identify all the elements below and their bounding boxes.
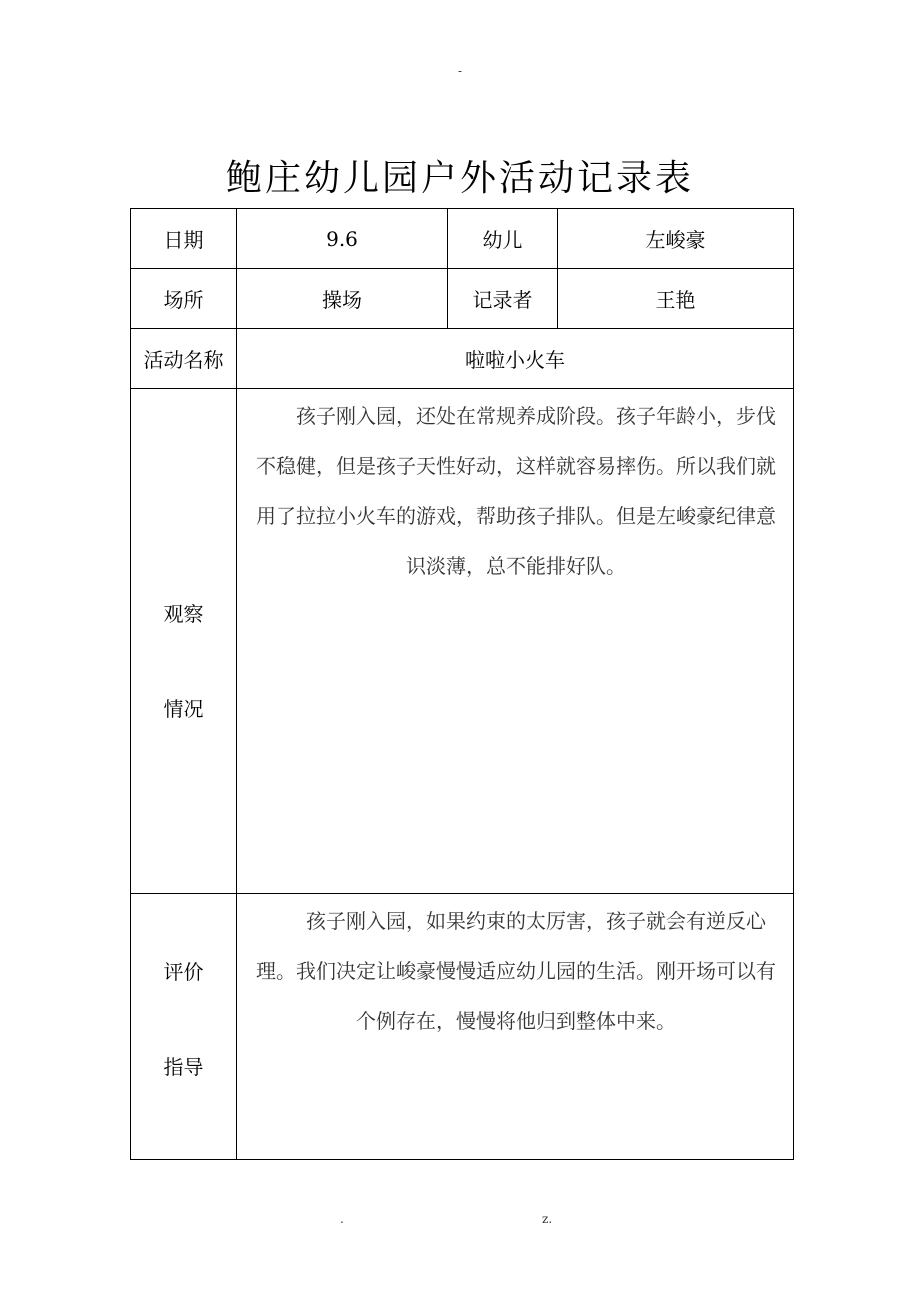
child-value: 左峻豪 [558, 209, 794, 269]
place-label: 场所 [131, 269, 237, 329]
place-value: 操场 [237, 269, 448, 329]
observation-row [131, 389, 794, 894]
date-value: 9.6 [237, 209, 448, 269]
activity-record-table [130, 208, 794, 1160]
evaluation-text-cell [237, 894, 794, 1160]
evaluation-label-line1: 评价 [163, 959, 204, 984]
evaluation-text: 孩子刚入园，如果约束的太厉害，孩子就会有逆反心理。我们决定让峻豪慢慢适应幼儿园的生活。刚开场可以有个例存在，慢慢将他归到整体中来。 [256, 909, 776, 1033]
evaluation-label [131, 894, 237, 1160]
activity-label: 活动名称 [131, 329, 237, 389]
observation-label-line2: 情况 [163, 697, 204, 721]
footer-right-mark: z. [542, 1212, 553, 1226]
footer-left-mark: . [340, 1212, 344, 1226]
observation-label [131, 389, 237, 894]
observation-label-line1: 观察 [163, 602, 204, 626]
date-label: 日期 [131, 209, 237, 269]
activity-value: 啦啦小火车 [237, 329, 794, 389]
evaluation-label-line2: 指导 [163, 1054, 204, 1079]
recorder-label: 记录者 [448, 269, 558, 329]
child-label: 幼儿 [448, 209, 558, 269]
date-row [131, 209, 794, 269]
recorder-value: 王艳 [558, 269, 794, 329]
evaluation-row [131, 894, 794, 1160]
observation-text: 孩子刚入园，还处在常规养成阶段。孩子年龄小，步伐不稳健，但是孩子天性好动，这样就容易摔伤。所以我们就用了拉拉小火车的游戏，帮助孩子排队。但是左峻豪纪律意识淡薄，总不能排好队。 [256, 404, 776, 578]
activity-row [131, 329, 794, 389]
observation-text-cell [237, 389, 794, 894]
page-header-mark: - [457, 64, 463, 78]
document-title: 鲍庄幼儿园户外活动记录表 [225, 158, 694, 200]
place-row [131, 269, 794, 329]
